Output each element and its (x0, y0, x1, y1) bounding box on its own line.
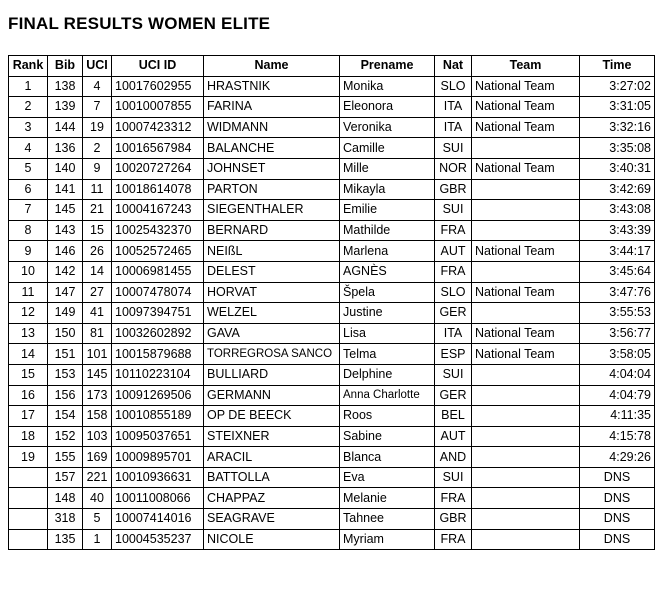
team-cell: National Team (472, 158, 580, 179)
uci-id-cell: 10006981455 (112, 261, 204, 282)
nationality-cell: SUI (435, 467, 472, 488)
time-cell: 4:04:79 (580, 385, 655, 406)
rank-cell: 4 (9, 138, 48, 159)
rank-cell: 13 (9, 323, 48, 344)
uci-rank-cell: 11 (83, 179, 112, 200)
prename-cell: Sabine (340, 426, 435, 447)
nationality-cell: AND (435, 447, 472, 468)
table-row (9, 426, 655, 447)
rank-cell: 9 (9, 241, 48, 262)
column-header-uci: UCI (83, 56, 112, 77)
nationality-cell: AUT (435, 426, 472, 447)
uci-rank-cell: 27 (83, 282, 112, 303)
prename-cell: Eleonora (340, 97, 435, 118)
uci-rank-cell: 103 (83, 426, 112, 447)
table-row (9, 323, 655, 344)
column-header-nat: Nat (435, 56, 472, 77)
bib-cell: 139 (48, 97, 83, 118)
nationality-cell: SLO (435, 282, 472, 303)
rank-cell: 3 (9, 117, 48, 138)
bib-cell: 157 (48, 467, 83, 488)
name-cell: PARTON (204, 179, 340, 200)
uci-id-cell: 10009895701 (112, 447, 204, 468)
time-cell: DNS (580, 467, 655, 488)
uci-rank-cell: 5 (83, 509, 112, 530)
table-row (9, 303, 655, 324)
uci-rank-cell: 19 (83, 117, 112, 138)
rank-cell: 15 (9, 364, 48, 385)
team-cell (472, 261, 580, 282)
header-row (9, 56, 655, 77)
nationality-cell: GBR (435, 509, 472, 530)
uci-rank-cell: 15 (83, 220, 112, 241)
prename-cell: Veronika (340, 117, 435, 138)
table-row (9, 158, 655, 179)
uci-id-cell: 10010855189 (112, 406, 204, 427)
bib-cell: 151 (48, 344, 83, 365)
bib-cell: 156 (48, 385, 83, 406)
nationality-cell: SUI (435, 364, 472, 385)
team-cell (472, 220, 580, 241)
bib-cell: 149 (48, 303, 83, 324)
column-header-team: Team (472, 56, 580, 77)
table-row (9, 117, 655, 138)
uci-rank-cell: 173 (83, 385, 112, 406)
team-cell (472, 385, 580, 406)
name-cell: OP DE BEECK (204, 406, 340, 427)
time-cell: 3:56:77 (580, 323, 655, 344)
uci-id-cell: 10052572465 (112, 241, 204, 262)
uci-rank-cell: 41 (83, 303, 112, 324)
uci-id-cell: 10016567984 (112, 138, 204, 159)
uci-id-cell: 10032602892 (112, 323, 204, 344)
nationality-cell: GER (435, 303, 472, 324)
team-cell (472, 364, 580, 385)
uci-id-cell: 10095037651 (112, 426, 204, 447)
bib-cell: 150 (48, 323, 83, 344)
team-cell (472, 179, 580, 200)
table-row (9, 529, 655, 550)
team-cell (472, 303, 580, 324)
uci-rank-cell: 40 (83, 488, 112, 509)
uci-id-cell: 10010007855 (112, 97, 204, 118)
table-row (9, 385, 655, 406)
nationality-cell: ITA (435, 97, 472, 118)
nationality-cell: ESP (435, 344, 472, 365)
rank-cell (9, 529, 48, 550)
team-cell (472, 509, 580, 530)
team-cell: National Team (472, 241, 580, 262)
prename-cell: Mathilde (340, 220, 435, 241)
column-header-bib: Bib (48, 56, 83, 77)
uci-id-cell: 10004167243 (112, 200, 204, 221)
time-cell: 4:29:26 (580, 447, 655, 468)
prename-cell: Anna Charlotte (340, 385, 435, 406)
table-row (9, 241, 655, 262)
rank-cell: 10 (9, 261, 48, 282)
team-cell (472, 529, 580, 550)
uci-rank-cell: 81 (83, 323, 112, 344)
nationality-cell: GER (435, 385, 472, 406)
nationality-cell: ITA (435, 117, 472, 138)
nationality-cell: NOR (435, 158, 472, 179)
uci-id-cell: 10010936631 (112, 467, 204, 488)
prename-cell: Špela (340, 282, 435, 303)
name-cell: GERMANN (204, 385, 340, 406)
time-cell: 3:40:31 (580, 158, 655, 179)
team-cell (472, 447, 580, 468)
uci-id-cell: 10020727264 (112, 158, 204, 179)
table-row (9, 447, 655, 468)
table-row (9, 179, 655, 200)
bib-cell: 135 (48, 529, 83, 550)
prename-cell: AGNÈS (340, 261, 435, 282)
time-cell: 3:27:02 (580, 76, 655, 97)
name-cell: SIEGENTHALER (204, 200, 340, 221)
name-cell: DELEST (204, 261, 340, 282)
bib-cell: 143 (48, 220, 83, 241)
nationality-cell: BEL (435, 406, 472, 427)
table-row (9, 76, 655, 97)
table-row (9, 220, 655, 241)
time-cell: 3:58:05 (580, 344, 655, 365)
table-row (9, 261, 655, 282)
rank-cell: 8 (9, 220, 48, 241)
team-cell: National Team (472, 117, 580, 138)
uci-id-cell: 10007414016 (112, 509, 204, 530)
uci-rank-cell: 1 (83, 529, 112, 550)
name-cell: SEAGRAVE (204, 509, 340, 530)
nationality-cell: FRA (435, 488, 472, 509)
uci-rank-cell: 14 (83, 261, 112, 282)
name-cell: NEIßL (204, 241, 340, 262)
nationality-cell: ITA (435, 323, 472, 344)
time-cell: 3:43:08 (580, 200, 655, 221)
prename-cell: Justine (340, 303, 435, 324)
time-cell: 3:42:69 (580, 179, 655, 200)
results-table (8, 55, 655, 550)
nationality-cell: AUT (435, 241, 472, 262)
team-cell (472, 426, 580, 447)
prename-cell: Blanca (340, 447, 435, 468)
bib-cell: 140 (48, 158, 83, 179)
team-cell (472, 406, 580, 427)
results-body (9, 76, 655, 550)
bib-cell: 142 (48, 261, 83, 282)
rank-cell: 17 (9, 406, 48, 427)
time-cell: 4:04:04 (580, 364, 655, 385)
uci-id-cell: 10011008066 (112, 488, 204, 509)
uci-id-cell: 10097394751 (112, 303, 204, 324)
prename-cell: Eva (340, 467, 435, 488)
table-row (9, 488, 655, 509)
column-header-uci-id: UCI ID (112, 56, 204, 77)
prename-cell: Mikayla (340, 179, 435, 200)
table-row (9, 467, 655, 488)
prename-cell: Marlena (340, 241, 435, 262)
time-cell: DNS (580, 509, 655, 530)
uci-rank-cell: 158 (83, 406, 112, 427)
uci-rank-cell: 2 (83, 138, 112, 159)
uci-rank-cell: 9 (83, 158, 112, 179)
name-cell: BERNARD (204, 220, 340, 241)
prename-cell: Telma (340, 344, 435, 365)
name-cell: TORREGROSA SANCO (204, 344, 340, 365)
bib-cell: 154 (48, 406, 83, 427)
time-cell: 3:44:17 (580, 241, 655, 262)
time-cell: 4:11:35 (580, 406, 655, 427)
uci-rank-cell: 26 (83, 241, 112, 262)
bib-cell: 155 (48, 447, 83, 468)
rank-cell: 19 (9, 447, 48, 468)
name-cell: BULLIARD (204, 364, 340, 385)
team-cell (472, 488, 580, 509)
name-cell: ARACIL (204, 447, 340, 468)
bib-cell: 148 (48, 488, 83, 509)
time-cell: 3:47:76 (580, 282, 655, 303)
name-cell: BALANCHE (204, 138, 340, 159)
prename-cell: Emilie (340, 200, 435, 221)
uci-id-cell: 10017602955 (112, 76, 204, 97)
uci-id-cell: 10004535237 (112, 529, 204, 550)
nationality-cell: GBR (435, 179, 472, 200)
rank-cell: 18 (9, 426, 48, 447)
rank-cell: 11 (9, 282, 48, 303)
name-cell: GAVA (204, 323, 340, 344)
table-row (9, 406, 655, 427)
table-row (9, 282, 655, 303)
uci-rank-cell: 145 (83, 364, 112, 385)
uci-rank-cell: 221 (83, 467, 112, 488)
time-cell: 3:31:05 (580, 97, 655, 118)
name-cell: HORVAT (204, 282, 340, 303)
prename-cell: Camille (340, 138, 435, 159)
uci-id-cell: 10007423312 (112, 117, 204, 138)
name-cell: HRASTNIK (204, 76, 340, 97)
rank-cell (9, 488, 48, 509)
rank-cell: 2 (9, 97, 48, 118)
page-title: FINAL RESULTS WOMEN ELITE (8, 14, 271, 33)
uci-rank-cell: 101 (83, 344, 112, 365)
name-cell: WIDMANN (204, 117, 340, 138)
team-cell (472, 138, 580, 159)
name-cell: JOHNSET (204, 158, 340, 179)
nationality-cell: SLO (435, 76, 472, 97)
time-cell: 4:15:78 (580, 426, 655, 447)
uci-id-cell: 10025432370 (112, 220, 204, 241)
prename-cell: Roos (340, 406, 435, 427)
prename-cell: Lisa (340, 323, 435, 344)
nationality-cell: SUI (435, 138, 472, 159)
uci-id-cell: 10018614078 (112, 179, 204, 200)
table-row (9, 97, 655, 118)
table-row (9, 509, 655, 530)
nationality-cell: FRA (435, 261, 472, 282)
time-cell: DNS (580, 488, 655, 509)
rank-cell: 12 (9, 303, 48, 324)
bib-cell: 138 (48, 76, 83, 97)
time-cell: 3:45:64 (580, 261, 655, 282)
rank-cell: 14 (9, 344, 48, 365)
rank-cell: 1 (9, 76, 48, 97)
rank-cell: 16 (9, 385, 48, 406)
column-header-name: Name (204, 56, 340, 77)
table-row (9, 364, 655, 385)
bib-cell: 152 (48, 426, 83, 447)
prename-cell: Delphine (340, 364, 435, 385)
name-cell: FARINA (204, 97, 340, 118)
team-cell: National Team (472, 282, 580, 303)
prename-cell: Mille (340, 158, 435, 179)
bib-cell: 146 (48, 241, 83, 262)
time-cell: 3:32:16 (580, 117, 655, 138)
column-header-rank: Rank (9, 56, 48, 77)
uci-rank-cell: 21 (83, 200, 112, 221)
table-row (9, 344, 655, 365)
uci-rank-cell: 169 (83, 447, 112, 468)
name-cell: STEIXNER (204, 426, 340, 447)
nationality-cell: FRA (435, 529, 472, 550)
name-cell: BATTOLLA (204, 467, 340, 488)
bib-cell: 318 (48, 509, 83, 530)
team-cell (472, 200, 580, 221)
uci-rank-cell: 7 (83, 97, 112, 118)
team-cell: National Team (472, 344, 580, 365)
team-cell: National Team (472, 97, 580, 118)
nationality-cell: SUI (435, 200, 472, 221)
prename-cell: Myriam (340, 529, 435, 550)
uci-id-cell: 10091269506 (112, 385, 204, 406)
rank-cell: 5 (9, 158, 48, 179)
bib-cell: 145 (48, 200, 83, 221)
time-cell: 3:43:39 (580, 220, 655, 241)
team-cell: National Team (472, 323, 580, 344)
prename-cell: Tahnee (340, 509, 435, 530)
team-cell (472, 467, 580, 488)
prename-cell: Melanie (340, 488, 435, 509)
rank-cell: 7 (9, 200, 48, 221)
time-cell: DNS (580, 529, 655, 550)
rank-cell (9, 509, 48, 530)
uci-id-cell: 10110223104 (112, 364, 204, 385)
prename-cell: Monika (340, 76, 435, 97)
uci-rank-cell: 4 (83, 76, 112, 97)
rank-cell (9, 467, 48, 488)
name-cell: CHAPPAZ (204, 488, 340, 509)
bib-cell: 136 (48, 138, 83, 159)
name-cell: WELZEL (204, 303, 340, 324)
bib-cell: 141 (48, 179, 83, 200)
rank-cell: 6 (9, 179, 48, 200)
table-row (9, 138, 655, 159)
team-cell: National Team (472, 76, 580, 97)
time-cell: 3:35:08 (580, 138, 655, 159)
column-header-time: Time (580, 56, 655, 77)
uci-id-cell: 10007478074 (112, 282, 204, 303)
bib-cell: 153 (48, 364, 83, 385)
column-header-prename: Prename (340, 56, 435, 77)
nationality-cell: FRA (435, 220, 472, 241)
bib-cell: 147 (48, 282, 83, 303)
table-row (9, 200, 655, 221)
uci-id-cell: 10015879688 (112, 344, 204, 365)
bib-cell: 144 (48, 117, 83, 138)
time-cell: 3:55:53 (580, 303, 655, 324)
name-cell: NICOLE (204, 529, 340, 550)
